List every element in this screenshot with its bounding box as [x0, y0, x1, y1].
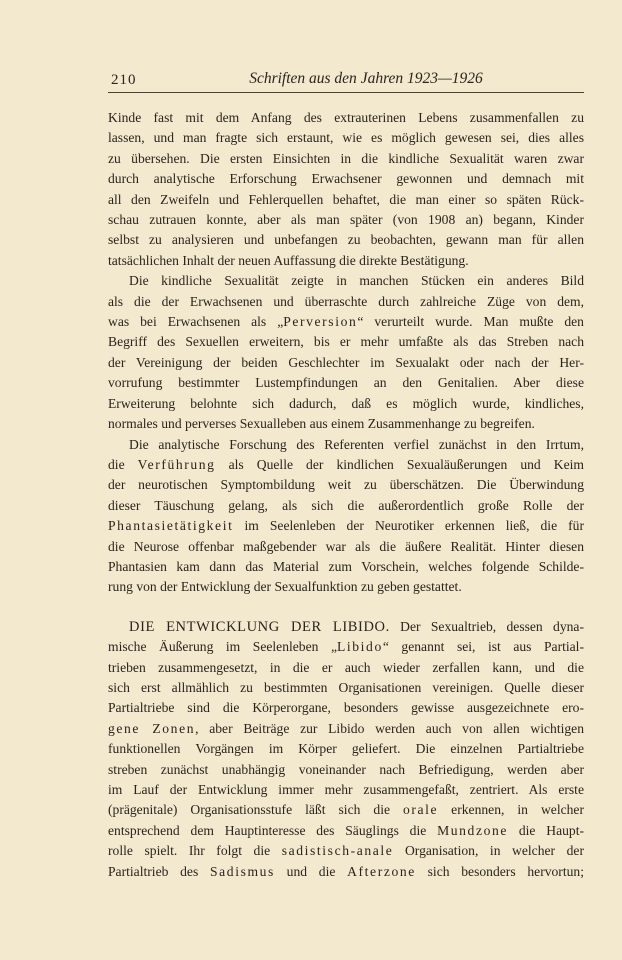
paragraph-1 [108, 108, 584, 271]
text-line: selbst zu analysieren und unbefangen zu beobachten, gewann man für allen [108, 232, 584, 248]
section-heading: DIE ENTWICKLUNG DER LIBIDO. [129, 618, 390, 635]
text-line: entsprechend dem Hauptinteresse des Säuglings die Mundzone die Haupt- [108, 822, 584, 838]
text-line: Kinde fast mit dem Anfang des extrauterinen Lebens zusammenfallen zu [108, 110, 584, 125]
page-number: 210 [111, 72, 137, 88]
text-line: Phantasietätigkeit im Seelenleben der Neurotiker erkennen ließ, die für [108, 518, 584, 534]
page-header [108, 70, 584, 93]
text-line: der neurotischen Symptombildung weit zu überschätzen. Die Überwindung [108, 477, 584, 493]
text-line: gene Zonen, aber Beiträge zur Libido werden auch von allen wichtigen [108, 720, 584, 736]
text-line: DIE ENTWICKLUNG DER LIBIDO. Der Sexualtrieb, dessen dyna- [129, 618, 584, 635]
text-line: durch analytische Erforschung Erwachsener gewonnen und demnach mit [108, 171, 584, 187]
text-line: der Vereinigung der beiden Geschlechter im Sexualakt oder nach der Her- [108, 354, 584, 370]
text-line: im Lauf der Entwicklung immer mehr zusammengefaßt, zentriert. Als erste [108, 782, 584, 797]
emphasis-afterzone: Afterzone [347, 863, 416, 879]
text-line: Die analytische Forschung des Referenten verfiel zunächst in den Irrtum, [129, 436, 584, 452]
text-line: Partialtriebe sind die Körperorgane, besonders gewisse ausgezeichnete ero- [108, 700, 584, 716]
text-line: tatsächlichen Inhalt der neuen Auffassung die direkte Bestätigung. [108, 252, 469, 268]
text-line: was bei Erwachsenen als „Perversion“ verurteilt wurde. Man mußte den [108, 314, 584, 330]
text-line: als die der Erwachsenen und überraschte durch zahlreiche Züge von dem, [108, 293, 584, 309]
text-line: Erweiterung belohnte sich dadurch, daß es möglich wurde, kindliches, [108, 395, 584, 411]
text-line: rolle spielt. Ihr folgt die sadistisch-anale Organisation, in welcher der [108, 843, 584, 859]
text-line: trieben zusammengesetzt, in die er auch wieder zerfallen kann, und die [108, 659, 584, 675]
text-line: Die kindliche Sexualität zeigte in manchen Stücken ein anderes Bild [129, 273, 584, 289]
text-line: Phantasien kam dann das Material zum Vorschein, welches folgende Schilde- [108, 558, 584, 574]
page-body [108, 108, 584, 882]
section-spacer [108, 598, 584, 617]
text-line: die Verführung als Quelle der kindlichen Sexualäußerungen und Keim [108, 456, 584, 472]
text-line: (prägenitale) Organisationsstufe läßt sich die orale erkennen, in welcher [108, 802, 584, 818]
emphasis-phantasie: Phantasietätigkeit [108, 518, 234, 534]
emphasis-verfuehrung: Verführung [137, 456, 216, 472]
section-libido [108, 617, 584, 882]
text-line: all den Zweifeln und Fehlerquellen behaftet, die man einer so späten Rück- [108, 191, 584, 207]
emphasis-sadistisch-anale: sadistisch-anale [281, 843, 394, 859]
text-line: Partialtrieb des Sadismus und die Afterzone sich besonders hervortun; [108, 863, 584, 879]
text-line: zu übersehen. Die ersten Einsichten in die kindliche Sexualität waren zwar [108, 150, 584, 166]
text-line: vorrufung bestimmter Lustempfindungen an den Genitalien. Aber diese [108, 375, 584, 391]
emphasis-libido: Libido [337, 639, 383, 655]
text-line: funktionellen Vorgängen im Körper geliefert. Die einzelnen Partialtriebe [108, 741, 584, 757]
text-line: streben zunächst unabhängig voneinander nach Befriedigung, werden aber [108, 761, 584, 777]
text-line: mische Äußerung im Seelenleben „Libido“ genannt sei, ist aus Partial- [108, 639, 584, 655]
emphasis-orale: orale [403, 802, 439, 818]
text-line: rung von der Entwicklung der Sexualfunktion zu geben gestattet. [108, 579, 462, 595]
emphasis-mundzone: Mundzone [437, 822, 509, 838]
text-line: lassen, und man fragte sich erstaunt, wie es möglich gewesen sei, dies alles [108, 130, 584, 146]
paragraph-3 [108, 435, 584, 598]
text-line: Begriff des Sexuellen erweitern, bis er mehr umfaßte als das Streben nach [108, 334, 584, 350]
text-line: dieser Täuschung gelang, als sich die außerordentlich große Rolle der [108, 497, 584, 513]
emphasis-perversion: Perversion [283, 314, 358, 330]
emphasis-sadismus: Sadismus [210, 863, 275, 879]
paragraph-2 [108, 271, 584, 434]
text-line: sich erst allmählich zu bestimmten Organisationen vereinigen. Quelle dieser [108, 679, 584, 695]
text-line: schau zutrauen konnte, aber als man später (von 1908 an) begann, Kinder [108, 212, 584, 228]
running-title: Schriften aus den Jahren 1923—1926 [249, 70, 483, 87]
text-line: normales und perverses Sexualleben aus einem Zusammenhange zu begreifen. [108, 416, 535, 432]
text-line: die Neurose offenbar maßgebender war als die äußere Realität. Hinter diesen [108, 538, 584, 554]
emphasis-gene-zonen: gene Zonen [108, 720, 196, 736]
